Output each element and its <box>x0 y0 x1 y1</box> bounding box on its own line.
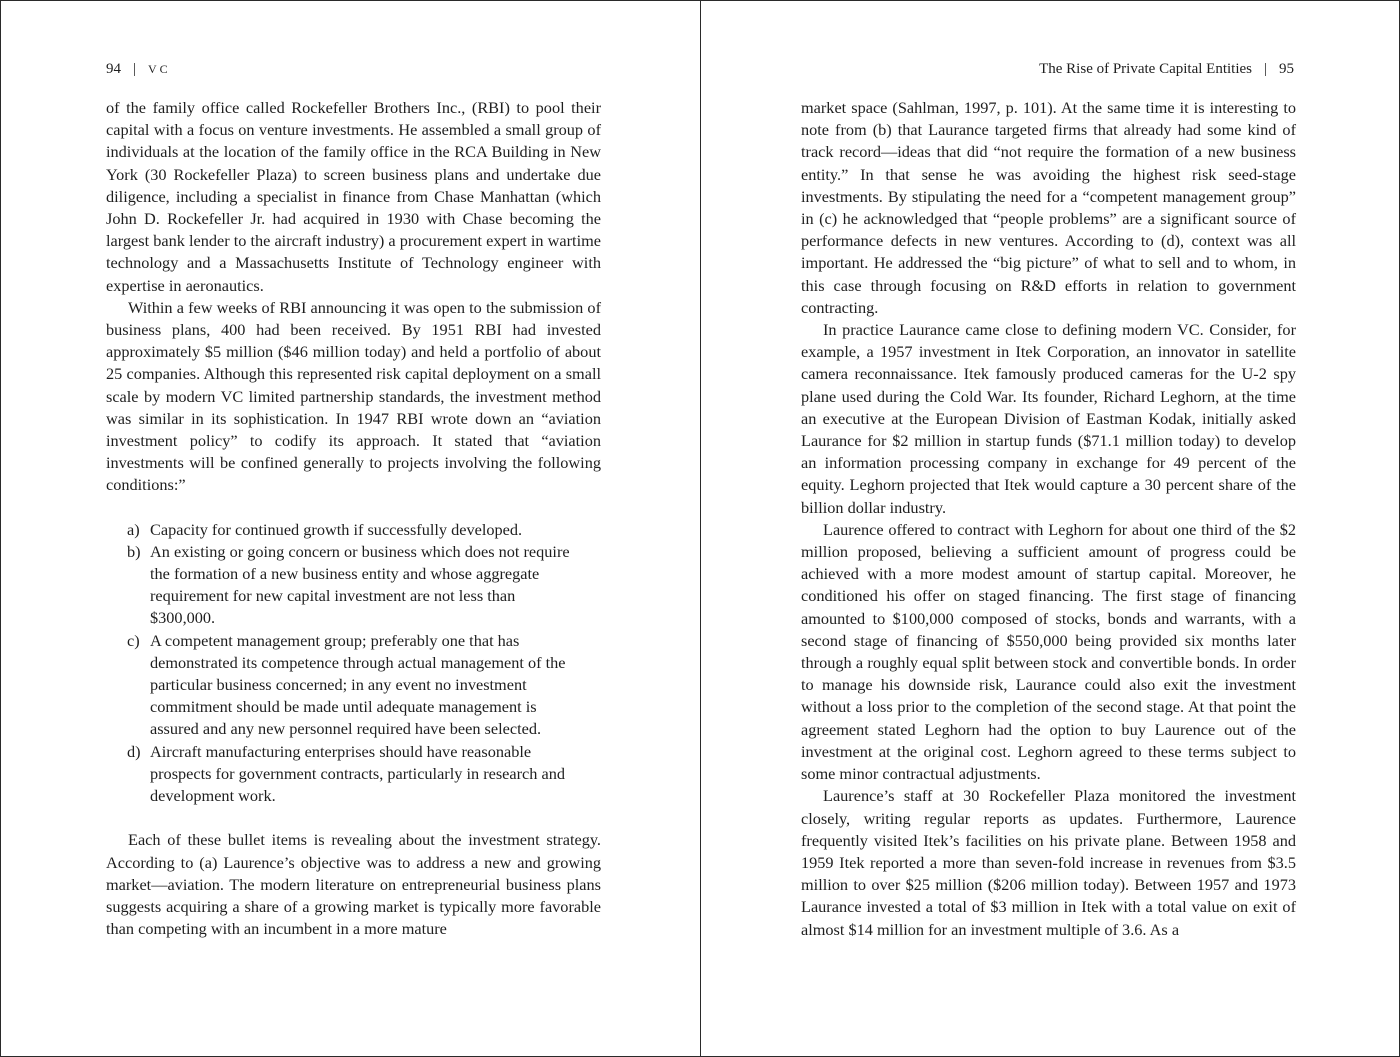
conditions-list <box>106 519 601 808</box>
left-page <box>1 1 700 1056</box>
running-head: VC <box>148 62 171 76</box>
body-paragraph: Each of these bullet items is revealing about the investment strategy. According to (a) Laurence’s objective was to address a new and growing market—aviation. The modern literature on entrepreneurial business plans suggests acquiring a share of a growing market is typically more favorable than competing with an incumbent in a more mature <box>106 830 601 939</box>
list-item-text: An existing or going concern or business which does not require the formation of a new business entity and whose aggregate requirement for new capital investment are not less than $300,000. <box>150 541 570 628</box>
left-page-body <box>106 97 601 940</box>
list-marker: d) <box>127 741 141 761</box>
list-marker: a) <box>127 519 140 539</box>
list-item <box>106 541 601 630</box>
right-page-body <box>801 97 1296 941</box>
left-page-header <box>106 59 171 79</box>
list-item-text: A competent management group; preferably one that has demonstrated its competence through actual management of the particular business concerned; in any event no investment commitment should be made until adequate management is assured and any new personnel required have been selected. <box>150 630 566 739</box>
body-paragraph: Laurence offered to contract with Leghorn for about one third of the $2 million proposed, believing a sufficient amount of progress could be achieved with a more modest amount of startup capital. Moreover, he conditioned his offer on staged financing. The first stage of financing amounted to $100,000 composed of stocks, bonds and warrants, with a second stage of financing of $550,000 being provided six months later through a roughly equal split between stock and convertible bonds. In order to manage his downside risk, Laurance could also exit the investment without a loss prior to the completion of the second stage. At that point the agreement stated Leghorn had the option to buy Laurence out of the investment at the original cost. Leghorn agreed to these terms subject to some minor contractual adjustments. <box>801 519 1296 784</box>
body-paragraph: Laurence’s staff at 30 Rockefeller Plaza monitored the investment closely, writing regular reports as updates. Furthermore, Laurence frequently visited Itek’s facilities on his private plane. Between 1958 and 1959 Itek reported a more than seven-fold increase in revenues from $3.5 million to over $25 million ($206 million today). Between 1957 and 1973 Laurance invested a total of $3 million in Itek with a total value on exit of almost $14 million for an investment multiple of 3.6. As a <box>801 786 1296 939</box>
body-paragraph: Within a few weeks of RBI announcing it was open to the submission of business plans, 400 had been received. By 1951 RBI had invested approximately $5 million ($46 million today) and held a portfolio of about 25 companies. Although this represented risk capital deployment on a small scale by modern VC limited partnership standards, the investment method was similar in its sophistication. In 1947 RBI wrote down an “aviation investment policy” to codify its approach. It stated that “aviation investments will be confined generally to projects involving the following conditions:” <box>106 297 601 495</box>
list-item <box>106 741 601 808</box>
header-separator: | <box>1263 61 1267 77</box>
page-number: 95 <box>1279 61 1294 77</box>
body-paragraph: market space (Sahlman, 1997, p. 101). At the same time it is interesting to note from (b) that Laurance targeted firms that already had some kind of track record—ideas that did “not require the formation of a new business entity.” In that sense he was avoiding the highest risk seed-stage investments. By stipulating the need for a “competent management group” in (c) he acknowledged that “people problems” are a significant source of performance defects in new ventures. According to (d), context was all important. He addressed the “big picture” of what to sell and to whom, in this case through focusing on R&D efforts in relation to government contracting. <box>801 98 1296 317</box>
body-paragraph: In practice Laurance came close to defining modern VC. Consider, for example, a 1957 investment in Itek Corporation, an innovator in satellite camera reconnaissance. Itek famously produced cameras for the U-2 spy plane used during the Cold War. Its founder, Richard Leghorn, at the time an executive at the European Division of Eastman Kodak, initially asked Laurance for $2 million in startup funds ($71.1 million today) to develop an information processing company in exchange for 49 percent of the equity. Leghorn projected that Itek would capture a 30 percent share of the billion dollar industry. <box>801 320 1296 517</box>
list-item <box>106 519 601 541</box>
list-marker: c) <box>127 630 140 650</box>
list-item-text: Capacity for continued growth if successfully developed. <box>150 519 523 539</box>
header-separator: | <box>133 61 137 77</box>
list-item <box>106 630 601 741</box>
right-page-header <box>1039 59 1294 79</box>
page-number: 94 <box>106 61 121 77</box>
list-item-text: Aircraft manufacturing enterprises should have reasonable prospects for government contracts, particularly in research and development work. <box>150 741 566 806</box>
running-head: The Rise of Private Capital Entities <box>1039 61 1252 77</box>
right-page <box>701 1 1400 1056</box>
body-paragraph: of the family office called Rockefeller Brothers Inc., (RBI) to pool their capital with a focus on venture investments. He assembled a small group of individuals at the location of the family office in the RCA Building in New York (30 Rockefeller Plaza) to screen business plans and undertake due diligence, including a specialist in finance from Chase Manhattan (which John D. Rockefeller Jr. had acquired in 1930 with Chase becoming the largest bank lender to the aircraft industry) a procurement expert in wartime technology and a Massachusetts Institute of Technology engineer with expertise in aeronautics. <box>106 98 601 295</box>
list-marker: b) <box>127 541 141 561</box>
